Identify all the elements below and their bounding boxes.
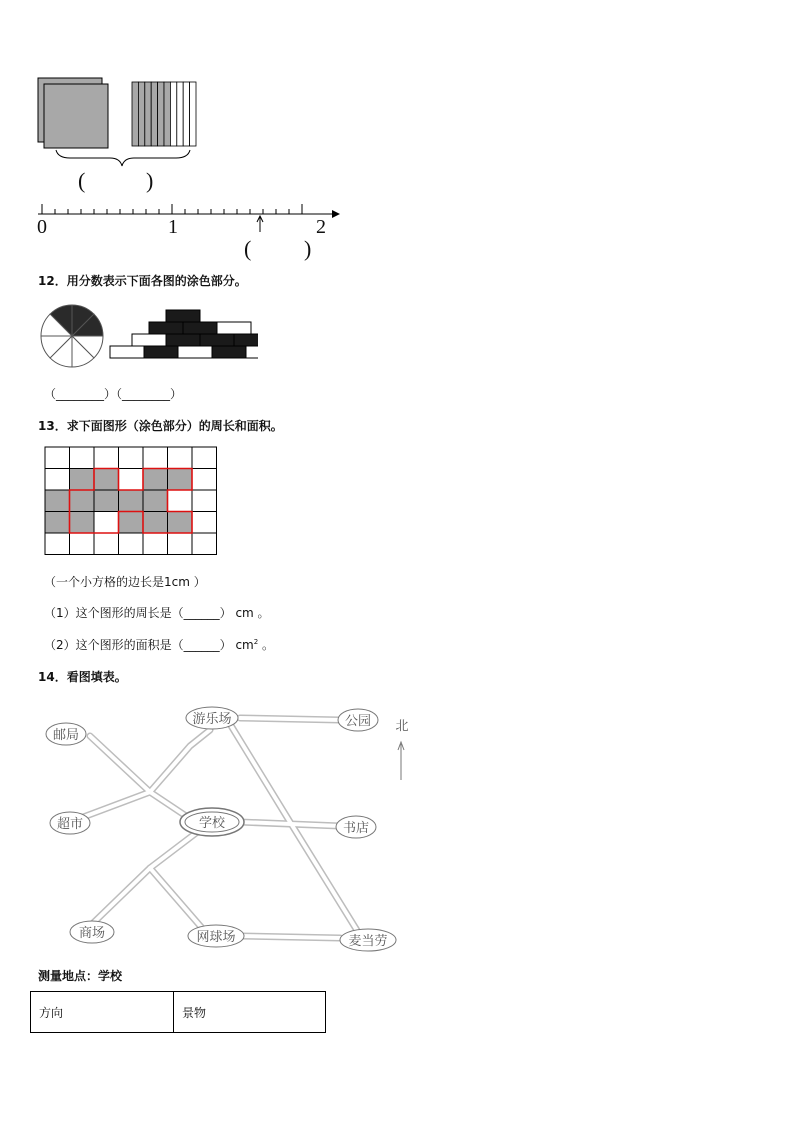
grid-cell <box>192 469 217 491</box>
numberline-label-1: 1 <box>168 216 178 238</box>
numberline-label-0: 0 <box>37 216 47 238</box>
q13-title: 13．求下面图形（涂色部分）的周长和面积。 <box>38 419 283 433</box>
grid-cell <box>94 469 119 491</box>
q14-map <box>40 700 420 956</box>
striped-square <box>132 82 196 146</box>
place-chaoshi: 超市 <box>56 817 84 832</box>
striped-square-strip <box>190 82 196 146</box>
place-gongyuan: 公园 <box>344 714 372 729</box>
brick <box>178 346 212 358</box>
numberline-label-2: 2 <box>316 216 326 238</box>
grid-cell <box>45 447 70 469</box>
brick <box>183 322 217 334</box>
grid-cell <box>70 447 95 469</box>
answer-paren2-right: ) <box>304 236 312 261</box>
number-line <box>38 204 340 232</box>
q13-area-text: （2）这个图形的面积是（______） cm <box>44 638 254 652</box>
answer-paren-left: ( <box>78 168 86 193</box>
grid-cell <box>70 469 95 491</box>
q13-area-suffix: 。 <box>258 638 275 652</box>
grid-cell <box>119 447 144 469</box>
striped-square-strip <box>158 82 164 146</box>
place-xuexiao: 学校 <box>198 816 226 831</box>
place-wangqiuchang: 网球场 <box>196 930 236 945</box>
place-maidanglao: 麦当劳 <box>348 934 388 949</box>
brick <box>234 334 258 346</box>
q13-perimeter: （1）这个图形的周长是（______） cm 。 <box>44 606 270 620</box>
grid-cell <box>119 469 144 491</box>
striped-square-strip <box>132 82 138 146</box>
place-shangchang: 商场 <box>78 926 106 941</box>
grid-cell <box>143 490 168 512</box>
striped-square-strip <box>164 82 170 146</box>
table-row <box>31 992 326 1033</box>
striped-square-strip <box>170 82 176 146</box>
brick <box>144 346 178 358</box>
q13-note: （一个小方格的边长是1cm ） <box>44 575 206 589</box>
square-front <box>44 84 108 148</box>
brick <box>132 334 166 346</box>
grid-cell <box>192 490 217 512</box>
grid-cell <box>168 533 193 555</box>
striped-square-strip <box>138 82 144 146</box>
brick <box>212 346 246 358</box>
grid-cell <box>70 490 95 512</box>
north-arrow-icon <box>398 742 404 780</box>
q13-area-sup: 2 <box>253 638 259 646</box>
grid-cell <box>143 469 168 491</box>
grid-cell <box>94 490 119 512</box>
brick-pyramid <box>110 310 258 358</box>
grid-cell <box>70 512 95 534</box>
q12-answer: （________）（________） <box>44 387 183 401</box>
curly-brace <box>56 150 190 166</box>
pie-circle <box>41 305 103 367</box>
grid-cell <box>143 512 168 534</box>
brick <box>166 334 200 346</box>
grid-cell <box>192 512 217 534</box>
place-youju: 邮局 <box>52 728 80 743</box>
grid-cell <box>119 512 144 534</box>
grid-cell <box>168 447 193 469</box>
q13-area <box>44 636 274 653</box>
grid-cell <box>94 512 119 534</box>
brick <box>149 322 183 334</box>
q14-title: 14．看图填表。 <box>38 670 127 684</box>
grid-cell <box>94 533 119 555</box>
grid-cell <box>45 469 70 491</box>
striped-square-strip <box>183 82 189 146</box>
q13-grid-figure <box>40 443 220 559</box>
grid-cell <box>45 490 70 512</box>
grid-cell <box>168 469 193 491</box>
measure-point: 测量地点：学校 <box>38 969 123 983</box>
place-shudian: 书店 <box>342 821 370 836</box>
grid-cell <box>143 447 168 469</box>
direction-table <box>30 991 326 1033</box>
q12-title: 12．用分数表示下面各图的涂色部分。 <box>38 274 247 288</box>
brick <box>166 310 200 322</box>
place-youleyuan: 游乐场 <box>192 712 232 727</box>
brick <box>246 346 258 358</box>
grid-cell <box>143 533 168 555</box>
numberline-arrowhead-icon <box>332 210 340 218</box>
table-header-landmark: 景物 <box>174 992 326 1033</box>
grid-cell <box>45 512 70 534</box>
brick <box>217 322 251 334</box>
grid-cell <box>119 490 144 512</box>
grid-cell <box>192 447 217 469</box>
striped-square-strip <box>151 82 157 146</box>
q12-figures <box>38 300 258 372</box>
grid-cell <box>94 447 119 469</box>
grid-cell <box>119 533 144 555</box>
grid-cell <box>168 490 193 512</box>
answer-paren-right: ) <box>146 168 154 193</box>
grid-cell <box>192 533 217 555</box>
striped-square-strip <box>177 82 183 146</box>
grid-cell <box>45 533 70 555</box>
brick <box>200 334 234 346</box>
north-label: 北 <box>395 719 409 734</box>
striped-square-strip <box>145 82 151 146</box>
grid-cell <box>168 512 193 534</box>
brick <box>110 346 144 358</box>
table-header-direction: 方向 <box>31 992 174 1033</box>
grid-cell <box>70 533 95 555</box>
answer-paren2-left: ( <box>244 236 252 261</box>
